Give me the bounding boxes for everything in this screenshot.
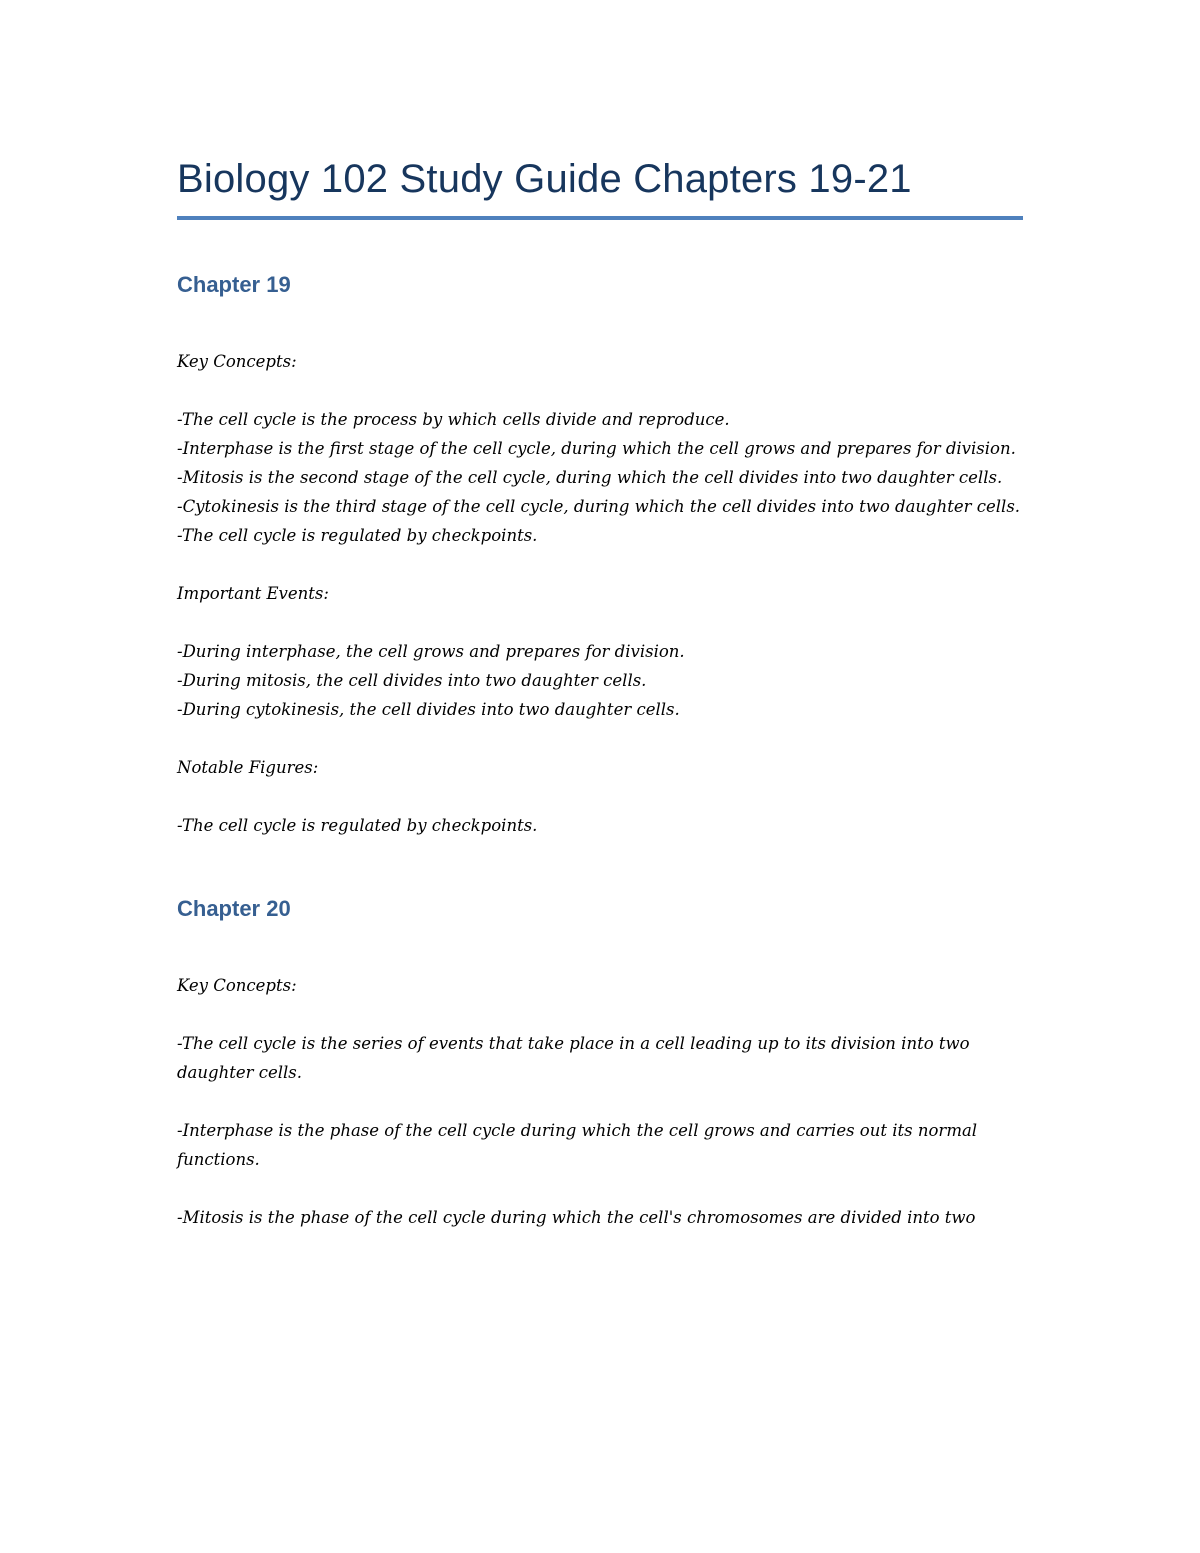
list-item: -The cell cycle is regulated by checkpoints.	[177, 816, 538, 835]
paragraph: -Interphase is the phase of the cell cycle during which the cell grows and carries out its normal functions.	[177, 1121, 978, 1169]
list-item: -The cell cycle is the process by which cells divide and reproduce.	[177, 410, 730, 429]
chapter-20-section	[177, 894, 1023, 1232]
chapter-19-heading: Chapter 19	[177, 272, 291, 297]
key-concepts-list	[177, 405, 1023, 550]
document-title: Biology 102 Study Guide Chapters 19-21	[177, 157, 912, 201]
key-concepts-label: Key Concepts:	[177, 976, 297, 995]
important-events-label: Important Events:	[177, 584, 329, 603]
chapter-19-section	[177, 270, 1023, 840]
document-content	[177, 150, 1023, 1232]
list-item: -During mitosis, the cell divides into two daughter cells.	[177, 671, 647, 690]
title-underline	[177, 216, 1023, 220]
notable-figures-list	[177, 811, 1023, 840]
list-item: -During interphase, the cell grows and prepares for division.	[177, 642, 685, 661]
list-item: -Mitosis is the second stage of the cell cycle, during which the cell divides into two daughter cells.	[177, 468, 1003, 487]
list-item: -The cell cycle is regulated by checkpoints.	[177, 526, 538, 545]
list-item: -Interphase is the first stage of the cell cycle, during which the cell grows and prepares for division.	[177, 439, 1016, 458]
list-item: -During cytokinesis, the cell divides into two daughter cells.	[177, 700, 680, 719]
chapter-20-heading: Chapter 20	[177, 896, 291, 921]
list-item: -Cytokinesis is the third stage of the cell cycle, during which the cell divides into two daughter cells.	[177, 497, 1021, 516]
key-concepts-label: Key Concepts:	[177, 352, 297, 371]
paragraph: -Mitosis is the phase of the cell cycle during which the cell's chromosomes are divided into two	[177, 1208, 976, 1227]
notable-figures-label: Notable Figures:	[177, 758, 319, 777]
important-events-list	[177, 637, 1023, 724]
paragraph: -The cell cycle is the series of events that take place in a cell leading up to its division into two daughter cells.	[177, 1034, 970, 1082]
